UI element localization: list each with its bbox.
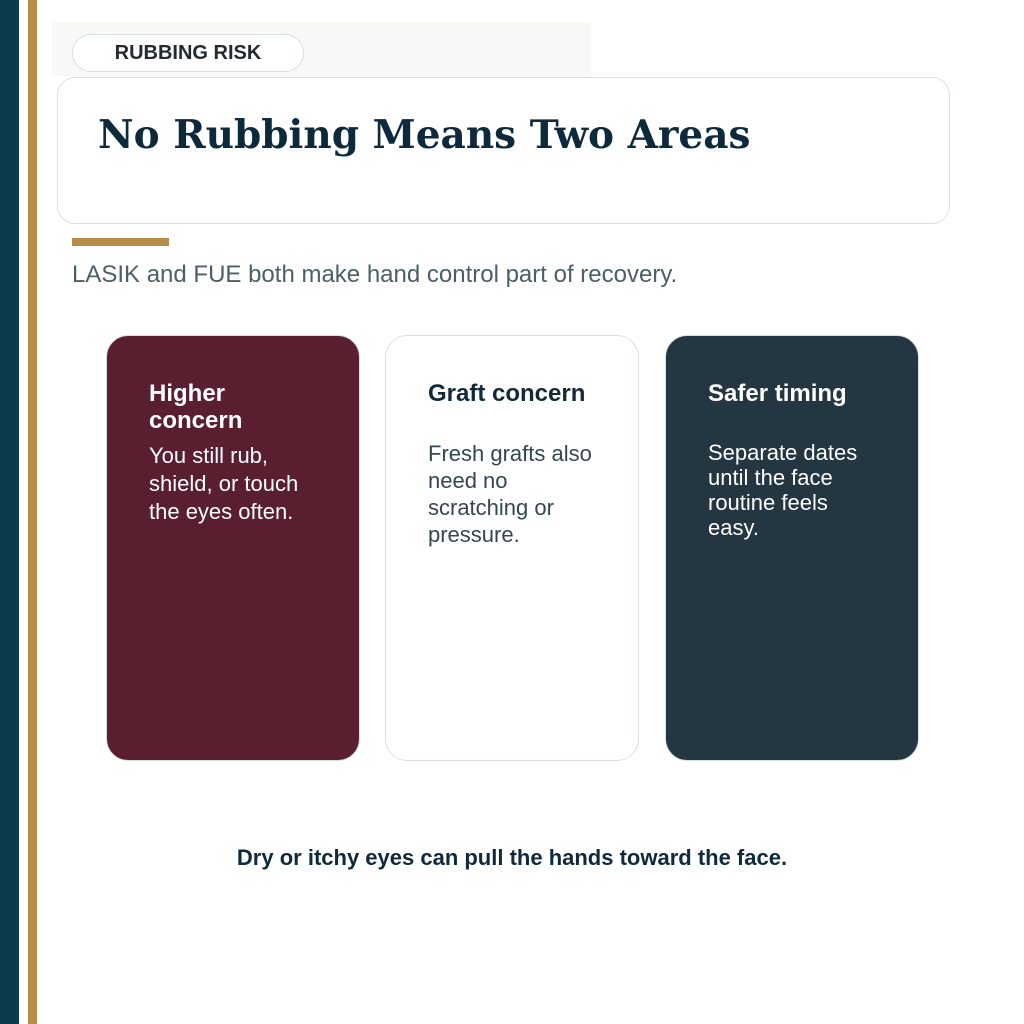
card-body: Fresh grafts also need no scratching or pressure. xyxy=(428,441,592,547)
card-graft-concern xyxy=(385,335,639,761)
card-heading: Higher concern xyxy=(149,380,243,434)
accent-bar xyxy=(72,238,169,246)
card-higher-concern xyxy=(106,335,360,761)
card-body: Separate dates until the face routine feels easy. xyxy=(708,440,858,540)
footer-note: Dry or itchy eyes can pull the hands toward the face. xyxy=(236,845,788,870)
section-label-pill: RUBBING RISK xyxy=(72,34,304,72)
card-safer-timing xyxy=(665,335,919,761)
title-card xyxy=(57,77,950,224)
page-title: No Rubbing Means Two Areas xyxy=(98,112,751,158)
subtitle: LASIK and FUE both make hand control part of recovery. xyxy=(72,261,678,288)
card-heading: Graft concern xyxy=(428,380,586,407)
card-heading: Safer timing xyxy=(708,380,847,407)
card-body: You still rub, shield, or touch the eyes often. xyxy=(149,443,299,524)
